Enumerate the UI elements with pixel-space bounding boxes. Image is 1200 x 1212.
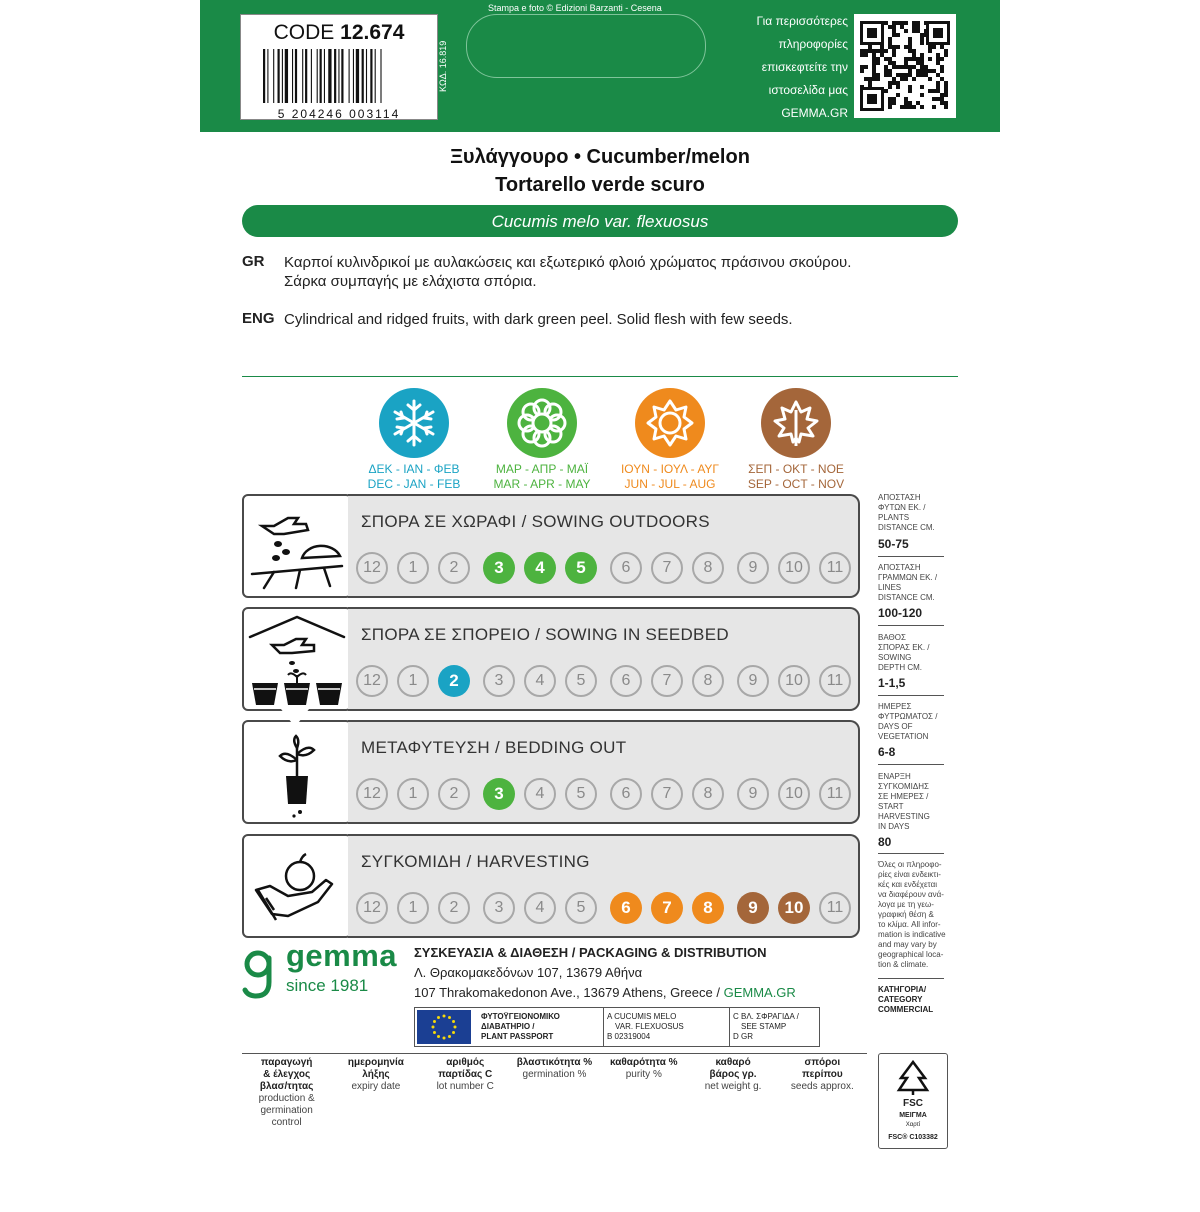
brand-name: gemma	[286, 938, 398, 973]
address-en: 107 Thrakomakedonon Ave., 13679 Athens, Greece / GEMMA.GR	[414, 985, 796, 1000]
month-10: 10	[778, 665, 810, 697]
month-9: 9	[737, 552, 769, 584]
row-title: ΜΕΤΑΦΥΤΕΥΣΗ / BEDDING OUT	[361, 738, 627, 757]
month-9: 9	[737, 892, 769, 924]
month-10: 10	[778, 552, 810, 584]
print-credit: Stampa e foto © Edizioni Barzanti - Cesena	[488, 3, 662, 13]
gr-description: Καρποί κυλινδρικοί με αυλακώσεις και εξωτερικό φλοιό χρώματος πράσινου σκούρου. Σάρκα συμπαγής με ελάχιστα σπόρια.	[284, 254, 852, 290]
sun-icon	[635, 388, 705, 458]
eng-description: Cylindrical and ridged fruits, with dark green peel. Solid flesh with few seeds.	[284, 311, 793, 328]
flower-icon	[507, 388, 577, 458]
seedbed-row	[348, 607, 860, 711]
month-7: 7	[651, 552, 683, 584]
month-3: 3	[483, 552, 515, 584]
seedbed-icon	[244, 609, 350, 709]
month-10: 10	[778, 778, 810, 810]
month-1: 1	[397, 892, 429, 924]
table-column	[242, 1057, 331, 1129]
depth-label: ΒΑΘΟΣ ΣΠΟΡΑΣ ΕΚ. / SOWING DEPTH CM.	[878, 633, 930, 672]
plant-passport	[414, 1007, 820, 1047]
hanger-slot	[466, 14, 706, 78]
sowing-outdoors-panel	[242, 494, 352, 598]
table-column	[331, 1057, 420, 1093]
down-arrow	[281, 709, 309, 727]
table-header: & έλεγχος	[263, 1069, 311, 1080]
vegetation-label: ΗΜΕΡΕΣ ΦΥΤΡΩΜΑΤΟΣ / DAYS OF VEGETATION	[878, 702, 938, 741]
month-7: 7	[651, 778, 683, 810]
table-column	[778, 1057, 867, 1093]
month-8: 8	[692, 778, 724, 810]
product-title: Ξυλάγγουρο • Cucumber/melon	[450, 146, 750, 168]
depth-value: 1-1,5	[878, 676, 906, 690]
month-bubbles	[356, 552, 856, 586]
packaging-title: ΣΥΣΚΕΥΑΣΙΑ & ΔΙΑΘΕΣΗ / PACKAGING & DISTRIBUTION	[414, 945, 767, 960]
table-header: βάρος γρ.	[709, 1069, 757, 1080]
table-header: σπόροι	[804, 1057, 841, 1068]
sowing-outdoors-icon	[244, 496, 350, 596]
table-subheader: control	[271, 1117, 302, 1128]
brand-since: since 1981	[286, 976, 369, 995]
eu-flag-icon	[417, 1010, 471, 1044]
website-link[interactable]: GEMMA.GR	[723, 985, 796, 1000]
kod-number: ΚΩΔ. 16.819	[438, 40, 448, 92]
seedbed-panel	[242, 607, 352, 711]
harvest-row	[348, 834, 860, 938]
month-1: 1	[397, 665, 429, 697]
lines-distance-value: 100-120	[878, 606, 923, 620]
table-subheader: production &	[258, 1093, 315, 1104]
address-gr: Λ. Θρακομακεδόνων 107, 13679 Αθήνα	[414, 965, 643, 980]
gemma-logo	[242, 948, 278, 1007]
month-6: 6	[610, 778, 642, 810]
disclaimer-note: Όλες οι πληροφο- ρίες είναι ενδεικτι- κές και ενδέχεται να διαφέρουν ανά- λογα με τη γεω- γραφική θέση & το κλίμα. All infor- mation is indicative and may vary by geographical loca- tion & climate.	[878, 860, 946, 969]
gr-label: GR	[242, 253, 265, 270]
table-header: περίπου	[802, 1069, 843, 1080]
table-subheader: purity %	[625, 1069, 662, 1080]
table-column	[510, 1057, 599, 1081]
table-column	[688, 1057, 777, 1093]
month-bubbles	[356, 892, 856, 926]
month-10: 10	[778, 892, 810, 924]
side-divider	[878, 625, 944, 626]
month-9: 9	[737, 665, 769, 697]
bedding-out-icon	[244, 722, 350, 822]
table-subheader: lot number C	[436, 1081, 494, 1092]
month-4: 4	[524, 665, 556, 697]
month-3: 3	[483, 778, 515, 810]
month-3: 3	[483, 665, 515, 697]
side-divider	[878, 853, 944, 854]
product-variety: Tortarello verde scuro	[495, 174, 705, 196]
month-5: 5	[565, 778, 597, 810]
table-header: ημερομηνία	[347, 1057, 404, 1068]
table-header: λήξης	[362, 1069, 390, 1080]
table-column	[599, 1057, 688, 1081]
month-2: 2	[438, 892, 470, 924]
month-11: 11	[819, 778, 851, 810]
autumn-label: ΣΕΠ - ΟΚΤ - ΝΟΕ SEP - OCT - NOV	[747, 462, 845, 491]
product-code: CODE 12.674	[273, 21, 405, 44]
table-column	[421, 1057, 510, 1093]
month-12: 12	[356, 665, 388, 697]
fsc-code: FSC® C103382	[888, 1134, 938, 1141]
table-header: αριθμός	[446, 1057, 485, 1068]
month-2: 2	[438, 665, 470, 697]
table-subheader: seeds approx.	[790, 1081, 854, 1092]
table-header: παραγωγή	[260, 1057, 313, 1068]
fsc-mix: ΜΕΙΓΜΑ	[899, 1112, 927, 1119]
month-6: 6	[610, 892, 642, 924]
snowflake-icon	[379, 388, 449, 458]
month-4: 4	[524, 552, 556, 584]
latin-name: Cucumis melo var. flexuosus	[491, 212, 709, 231]
barcode	[263, 49, 415, 103]
table-top-rule	[242, 1053, 867, 1054]
month-9: 9	[737, 778, 769, 810]
side-divider	[878, 978, 944, 979]
summer-circle	[635, 388, 705, 458]
table-subheader: expiry date	[351, 1081, 401, 1092]
plants-distance-value: 50-75	[878, 537, 909, 551]
bedding-out-row	[348, 720, 860, 824]
passport-title: ΦΥΤΟΫΓΕΙΟΝΟΜΙΚΟ ΔΙΑΒΑΤΗΡΙΟ / PLANT PASSPORT	[481, 1012, 560, 1041]
month-11: 11	[819, 665, 851, 697]
plants-distance-label: ΑΠΟΣΤΑΣΗ ΦΥΤΩΝ ΕΚ. / PLANTS DISTANCE CM.	[878, 493, 935, 532]
month-12: 12	[356, 892, 388, 924]
side-divider	[878, 764, 944, 765]
month-5: 5	[565, 665, 597, 697]
month-1: 1	[397, 778, 429, 810]
spring-circle	[507, 388, 577, 458]
harvest-start-label: ΕΝΑΡΞΗ ΣΥΓΚΟΜΙΔΗΣ ΣΕ ΗΜΕΡΕΣ / START HARVESTING IN DAYS	[878, 772, 930, 831]
month-7: 7	[651, 892, 683, 924]
month-11: 11	[819, 552, 851, 584]
divider	[242, 376, 958, 377]
table-subheader: germination	[260, 1105, 313, 1116]
harvest-start-value: 80	[878, 835, 892, 849]
month-5: 5	[565, 552, 597, 584]
table-subheader: germination %	[522, 1069, 587, 1080]
row-title: ΣΠΟΡΑ ΣΕ ΧΩΡΑΦΙ / SOWING OUTDOORS	[361, 512, 710, 531]
bedding-out-panel	[242, 720, 352, 824]
info-text: Για περισσότερες πληροφορίες επισκεφτείτε την ιστοσελίδα μας GEMMA.GR	[728, 10, 848, 125]
fsc-logo	[878, 1053, 948, 1149]
latin-name-bar	[242, 205, 958, 237]
table-header: καθαρότητα %	[610, 1057, 678, 1068]
passport-a-b: A CUCUMIS MELO VAR. FLEXUOSUS B 02319004	[607, 1012, 684, 1041]
table-subheader: net weight g.	[704, 1081, 762, 1092]
eng-label: ENG	[242, 310, 275, 327]
table-header: βλασ/τητας	[259, 1081, 314, 1092]
month-2: 2	[438, 552, 470, 584]
month-8: 8	[692, 552, 724, 584]
winter-label: ΔΕΚ - ΙΑΝ - ΦΕΒ DEC - JAN - FEB	[367, 462, 461, 491]
info-table	[242, 1057, 867, 1137]
lines-distance-label: ΑΠΟΣΤΑΣΗ ΓΡΑΜΜΩΝ ΕΚ. / LINES DISTANCE CM.	[878, 563, 938, 602]
code-box	[240, 14, 438, 120]
gemma-g-icon	[242, 948, 278, 1002]
fsc-title: FSC	[903, 1098, 923, 1109]
table-header: βλαστικότητα %	[516, 1057, 593, 1068]
vegetation-value: 6-8	[878, 745, 896, 759]
month-6: 6	[610, 552, 642, 584]
table-header: καθαρό	[715, 1057, 751, 1068]
month-7: 7	[651, 665, 683, 697]
side-divider	[878, 695, 944, 696]
month-12: 12	[356, 552, 388, 584]
fsc-tree-icon	[893, 1058, 933, 1096]
harvest-panel	[242, 834, 352, 938]
month-12: 12	[356, 778, 388, 810]
barcode-number: 5 204246 003114	[277, 107, 401, 121]
leaf-icon	[761, 388, 831, 458]
table-header: παρτίδας C	[438, 1069, 493, 1080]
fsc-paper: Χαρτί	[905, 1122, 921, 1128]
passport-c-d: C ΒΛ. ΣΦΡΑΓΙΔΑ / SEE STAMP D GR	[733, 1012, 799, 1041]
month-11: 11	[819, 892, 851, 924]
summer-label: ΙΟΥΝ - ΙΟΥΛ - ΑΥΓ JUN - JUL - AUG	[620, 462, 720, 491]
month-2: 2	[438, 778, 470, 810]
month-3: 3	[483, 892, 515, 924]
month-8: 8	[692, 665, 724, 697]
month-1: 1	[397, 552, 429, 584]
month-5: 5	[565, 892, 597, 924]
harvest-icon	[244, 836, 350, 936]
month-8: 8	[692, 892, 724, 924]
month-6: 6	[610, 665, 642, 697]
spring-label: ΜΑΡ - ΑΠΡ - ΜΑΪ MAR - APR - MAY	[493, 462, 591, 491]
qr-code-icon	[854, 14, 956, 118]
category-label: ΚΑΤΗΓΟΡΙΑ/ CATEGORY COMMERCIAL	[878, 985, 934, 1014]
autumn-circle	[761, 388, 831, 458]
qr-code[interactable]	[854, 14, 956, 118]
row-title: ΣΥΓΚΟΜΙΔΗ / HARVESTING	[361, 852, 590, 871]
month-4: 4	[524, 892, 556, 924]
sowing-outdoors-row	[348, 494, 860, 598]
month-bubbles	[356, 665, 856, 699]
side-divider	[878, 556, 944, 557]
winter-circle	[379, 388, 449, 458]
website-link[interactable]: GEMMA.GR	[781, 106, 848, 120]
month-bubbles	[356, 778, 856, 812]
row-title: ΣΠΟΡΑ ΣΕ ΣΠΟΡΕΙΟ / SOWING IN SEEDBED	[361, 625, 729, 644]
month-4: 4	[524, 778, 556, 810]
